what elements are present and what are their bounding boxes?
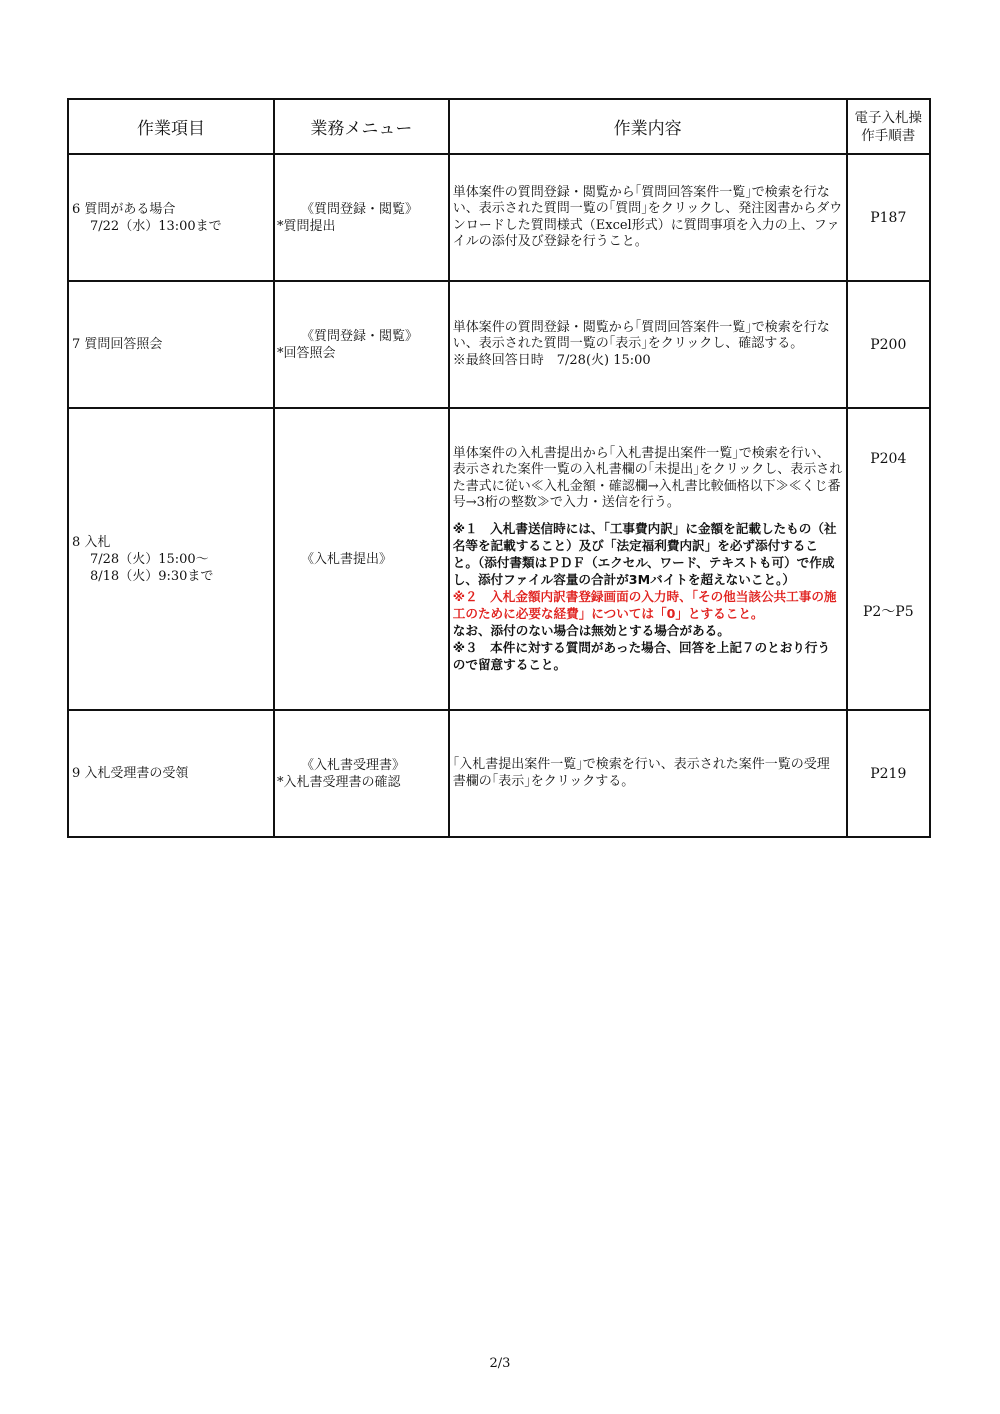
table-header-row	[68, 99, 930, 154]
page-number: 2/3	[489, 1356, 511, 1371]
table-row	[68, 408, 930, 710]
row-manual-page: P187	[847, 154, 930, 281]
content-notes	[453, 520, 843, 673]
row-menu	[274, 281, 449, 408]
row-item	[68, 281, 274, 408]
item-title: 8 入札	[72, 534, 111, 550]
content-text: 単体案件の質問登録・閲覧から｢質問回答案件一覧｣で検索を行ない、表示された質問一覧の｢表示｣をクリックし、確認する。	[452, 319, 830, 352]
menu-name: 《質問登録・閲覧》	[300, 201, 418, 217]
item-title: 7 質問回答照会	[72, 337, 163, 352]
menu-name: 《入札書受理書》	[300, 757, 405, 773]
row-menu	[274, 408, 449, 710]
header-item: 作業項目	[68, 99, 274, 154]
manual-page-notes: P2～P5	[862, 604, 914, 620]
row-content	[449, 281, 847, 408]
item-deadline: 7/22（水）13:00まで	[90, 218, 222, 234]
header-manual	[847, 99, 930, 154]
content-text: 単体案件の入札書提出から｢入札書提出案件一覧｣で検索を行い、表示された案件一覧の入札書欄の｢未提出｣をクリックし、表示された書式に従い≪入札金額・確認欄→入札書比較価格以下≫≪くじ番号→3桁の整数≫で入力・送信を行う。	[452, 445, 843, 510]
menu-sub: *質問提出	[276, 218, 336, 234]
content-deadline: ※最終回答日時 7/28(火) 15:00	[452, 352, 651, 368]
menu-sub: *回答照会	[276, 345, 336, 361]
row-content	[449, 408, 847, 710]
header-manual-line2: 作手順書	[861, 127, 916, 144]
header-manual-line1: 電子入札操	[854, 109, 923, 126]
row-menu	[274, 154, 449, 281]
row-content: 単体案件の質問登録・閲覧から｢質問回答案件一覧｣で検索を行ない、表示された質問一覧の｢質問｣をクリックし、発注図書からダウンロードした質問様式（Excel形式）に質問事項を入力の上、ファイルの添付及び登録を行うこと。	[449, 154, 847, 281]
item-period-start: 7/28（火）15:00～	[90, 551, 209, 567]
note-4: ※３ 本件に対する質問があった場合、回答を上記７のとおり行うので留意すること。	[452, 639, 831, 672]
note-1: ※１ 入札書送信時には、「工事費内訳」に金額を記載したもの（社名等を記載すること）及び「法定福利費内訳」を必ず添付すること。（添付書類はＰＤＦ（エクセル、ワード、テキストも可）で作成し、添付ファイル容量の合計が3Mバイトを超えないこと。）	[452, 520, 837, 587]
row-content: ｢入札書提出案件一覧｣で検索を行い、表示された案件一覧の受理書欄の｢表示｣をクリックする。	[449, 710, 847, 837]
note-2: ※２ 入札金額内訳書登録画面の入力時、「その他当該公共工事の施工のために必要な経費」については「0」とすること。	[452, 588, 837, 621]
row-item	[68, 154, 274, 281]
item-title: 6 質問がある場合	[72, 201, 176, 217]
row-manual-page: P219	[847, 710, 930, 837]
procedure-table	[67, 98, 931, 838]
table-row	[68, 154, 930, 281]
row-item	[68, 408, 274, 710]
header-content: 作業内容	[449, 99, 847, 154]
row-manual-page: P200	[847, 281, 930, 408]
row-item	[68, 710, 274, 837]
note-3: なお、添付のない場合は無効とする場合がある。	[452, 622, 730, 638]
item-period-end: 8/18（火）9:30まで	[90, 568, 214, 584]
manual-page-bid: P204	[870, 451, 907, 467]
row-menu	[274, 710, 449, 837]
header-menu: 業務メニュー	[274, 99, 449, 154]
menu-sub: *入札書受理書の確認	[276, 774, 401, 790]
table-row	[68, 710, 930, 837]
menu-name: 《質問登録・閲覧》	[300, 328, 418, 344]
item-title: 9 入札受理書の受領	[72, 766, 189, 781]
menu-name: 《入札書提出》	[300, 551, 392, 567]
table-row	[68, 281, 930, 408]
row-manual-page	[847, 408, 930, 710]
